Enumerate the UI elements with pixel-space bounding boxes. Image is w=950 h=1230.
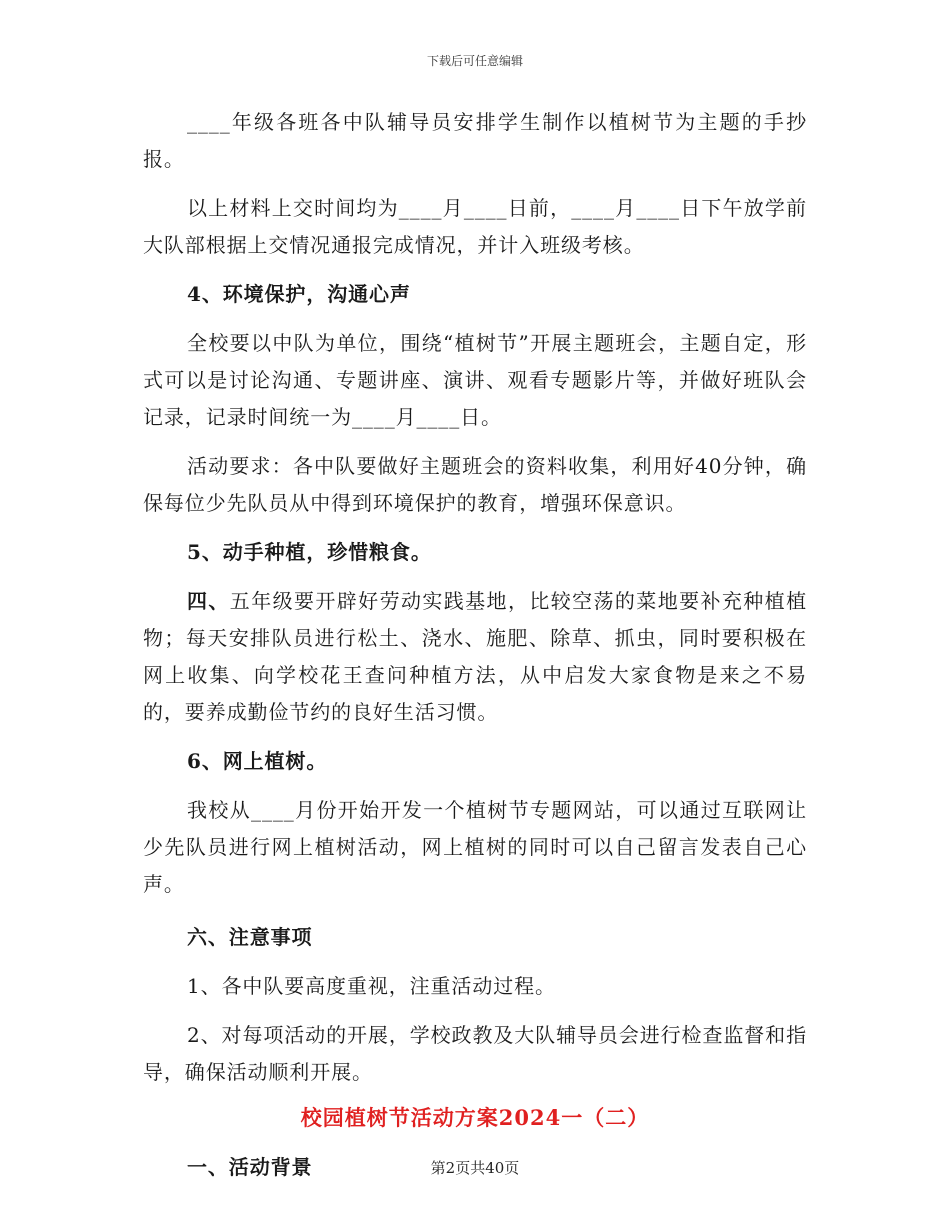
heading-online-tree-planting: 6、网上植树。 (187, 749, 328, 773)
section-title-red: 校园植树节活动方案2024一（二） (300, 1105, 650, 1130)
page-footer: 第2页共40页 (430, 1159, 520, 1177)
note-item-1: 1、各中队要高度重视，注重活动过程。 (187, 974, 556, 998)
heading-notes: 六、注意事项 (187, 925, 313, 949)
paragraph-labor-text: 五年级要开辟好劳动实践基地，比较空荡的菜地要补充种植植物；每天安排队员进行松土、浇水、施肥、除草、抓虫，同时要积极在网上收集、向学校花王查问种植方法，从中启发大家食物是来之不易的，要养成勤俭节约的良好生活习惯。 (143, 589, 807, 724)
paragraph-website: 我校从____月份开始开发一个植树节专题网站，可以通过互联网让少先队员进行网上植树活动，网上植树的同时可以自己留言发表自己心声。 (143, 798, 807, 896)
page-header: 下载后可任意编辑 (426, 54, 523, 68)
paragraph-labor-practice-base (143, 583, 807, 731)
heading-environment-protection: 4、环境保护，沟通心声 (187, 282, 411, 306)
paragraph-handwritten-newspaper: ____年级各班各中队辅导员安排学生制作以植树节为主题的手抄报。 (143, 110, 807, 171)
heading-activity-background: 一、活动背景 (187, 1155, 313, 1179)
paragraph-lead-number: 四、 (187, 589, 230, 613)
paragraph-activity-requirements: 活动要求：各中队要做好主题班会的资料收集，利用好40分钟，确保每位少先队员从中得到环境保护的教育，增强环保意识。 (143, 454, 807, 515)
heading-hands-on-planting: 5、动手种植，珍惜粮食。 (187, 540, 432, 564)
paragraph-submission-deadline: 以上材料上交时间均为____月____日前，____月____日下午放学前大队部根据上交情况通报完成情况，并计入班级考核。 (143, 196, 807, 257)
paragraph-theme-class-meeting: 全校要以中队为单位，围绕“植树节”开展主题班会，主题自定，形式可以是讨论沟通、专题讲座、演讲、观看专题影片等，并做好班队会记录，记录时间统一为____月____日。 (143, 331, 807, 429)
note-item-2: 2、对每项活动的开展，学校政教及大队辅导员会进行检查监督和指导，确保活动顺利开展。 (143, 1023, 807, 1084)
document-body (143, 104, 807, 1186)
